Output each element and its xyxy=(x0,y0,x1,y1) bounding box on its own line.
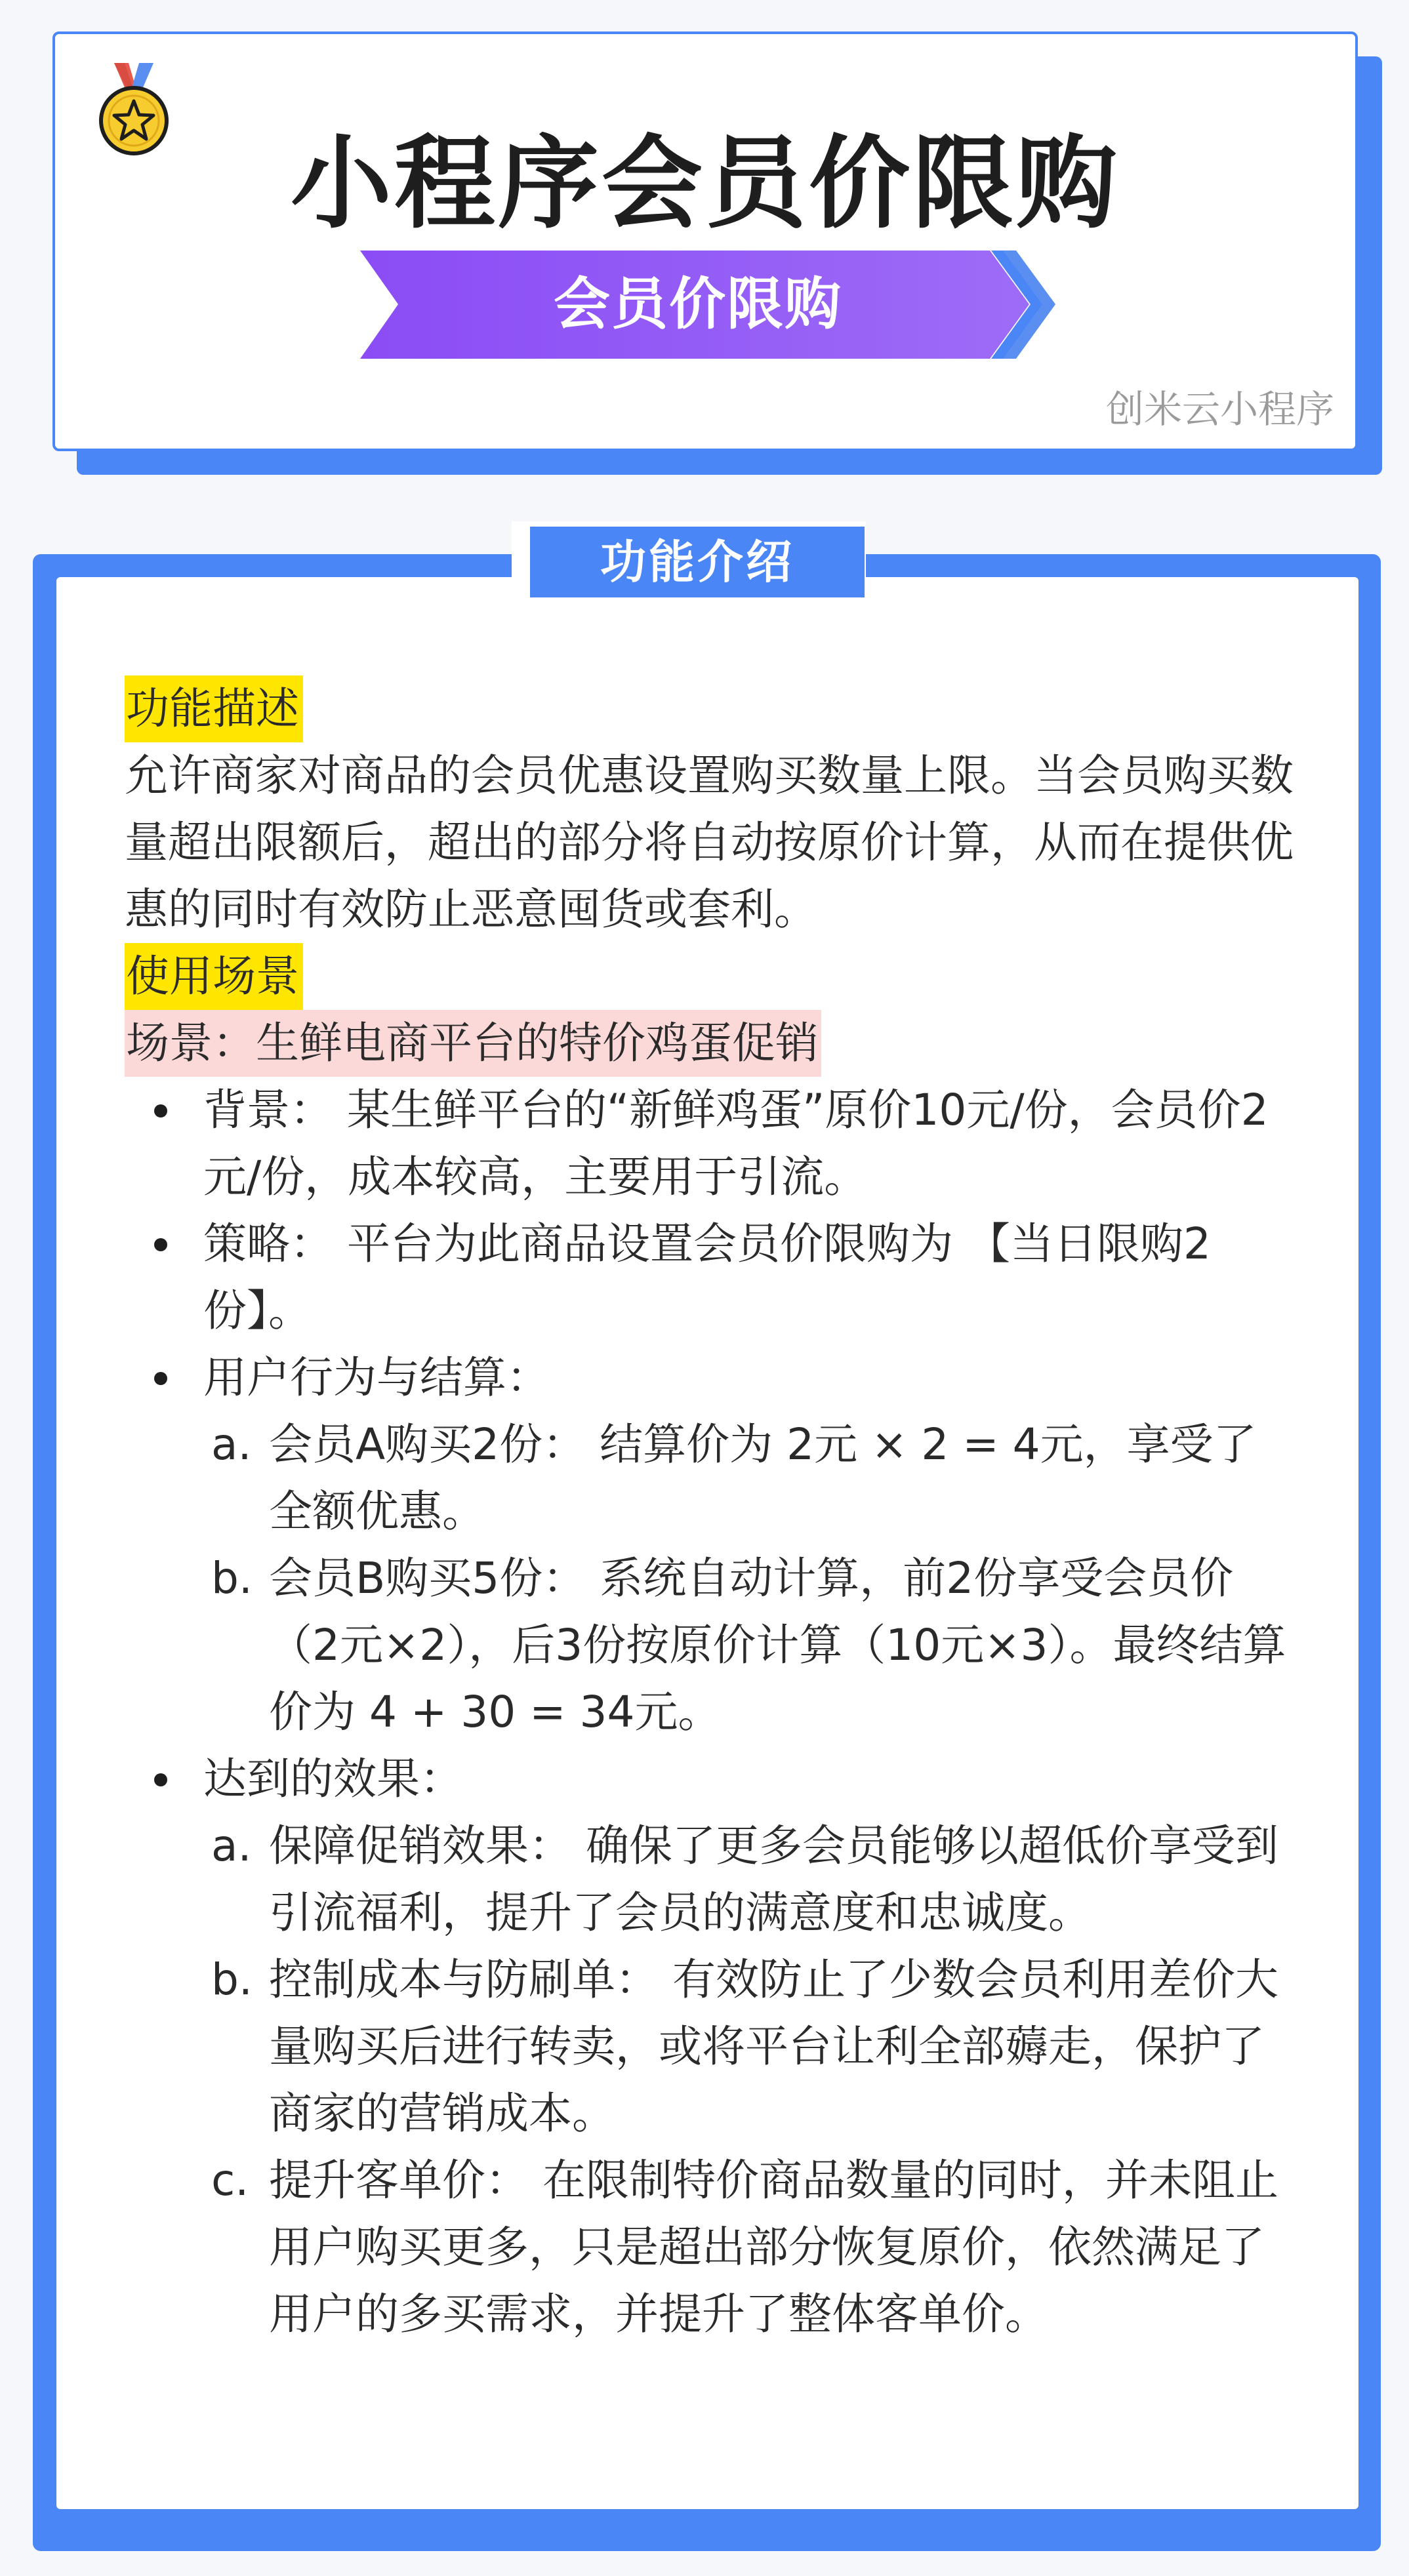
list-item xyxy=(203,2147,1299,2348)
list-marker: a. xyxy=(211,1821,252,1871)
scenario-subtitle: 场景：生鲜电商平台的特价鸡蛋促销 xyxy=(125,1010,821,1077)
bullet-settlement xyxy=(125,1344,1299,1746)
scenario-heading: 使用场景 xyxy=(125,943,303,1010)
list-marker: b. xyxy=(211,1954,253,2005)
description-heading: 功能描述 xyxy=(125,675,303,742)
list-item-text: 会员A购买2份： 结算价为 2元 × 2 = 4元，享受了全额优惠。 xyxy=(269,1419,1257,1537)
list-marker: a. xyxy=(211,1419,252,1470)
bullet-text: 达到的效果： xyxy=(203,1754,463,1804)
list-item xyxy=(203,1813,1299,1946)
scenario-bullets xyxy=(125,1077,1299,2348)
bullet-text: 用户行为与结算： xyxy=(203,1352,550,1403)
page-title: 小程序会员价限购 xyxy=(290,125,1120,243)
ribbon-label: 会员价限购 xyxy=(554,272,842,337)
header-card xyxy=(52,31,1358,451)
list-item-text: 保障促销效果： 确保了更多会员能够以超低价享受到引流福利，提升了会员的满意度和忠诚度。 xyxy=(269,1821,1278,1938)
bullet-strategy xyxy=(125,1211,1299,1344)
bullet-background xyxy=(125,1077,1299,1211)
list-item xyxy=(203,1545,1299,1746)
list-item-text: 会员B购买5份： 系统自动计算，前2份享受会员价（2元×2），后3份按原价计算（10元×3）。最终结算价为 4 + 30 = 34元。 xyxy=(269,1553,1286,1737)
section-tab: 功能介绍 xyxy=(530,527,865,597)
list-item xyxy=(203,1946,1299,2147)
list-item-text: 控制成本与防刷单： 有效防止了少数会员利用差价大量购买后进行转卖，或将平台让利全部薅走，保护了商家的营销成本。 xyxy=(269,1954,1278,2139)
list-item-text: 提升客单价： 在限制特价商品数量的同时，并未阻止用户购买更多，只是超出部分恢复原价，依然满足了用户的多买需求，并提升了整体客单价。 xyxy=(269,2155,1278,2339)
content-body xyxy=(125,675,1299,2348)
bullet-text: 策略： 平台为此商品设置会员价限购为 【当日限购2份】。 xyxy=(203,1218,1211,1336)
list-item xyxy=(203,1411,1299,1545)
description-text: 允许商家对商品的会员优惠设置购买数量上限。当会员购买数量超出限额后，超出的部分将自动按原价计算，从而在提供优惠的同时有效防止恶意囤货或套利。 xyxy=(125,750,1294,935)
list-marker: b. xyxy=(211,1553,253,1603)
settlement-list xyxy=(203,1411,1299,1746)
brand-label: 创米云小程序 xyxy=(1105,387,1334,432)
bullet-effects xyxy=(125,1746,1299,2348)
bullet-text: 背景： 某生鲜平台的“新鲜鸡蛋”原价10元/份，会员价2元/份，成本较高，主要用于引流。 xyxy=(203,1085,1269,1202)
list-marker: c. xyxy=(211,2155,249,2205)
effects-list xyxy=(203,1813,1299,2348)
